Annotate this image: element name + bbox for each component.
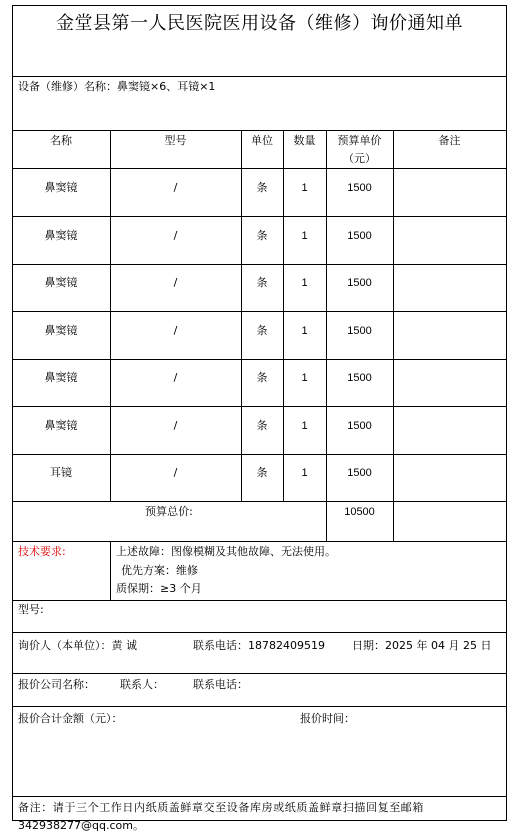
row-model: / bbox=[173, 466, 178, 479]
tech-warranty-line: 质保期：≥3 个月 bbox=[116, 582, 202, 595]
row-name: 鼻窦镜 bbox=[44, 371, 78, 384]
row-price: 1500 bbox=[347, 372, 372, 384]
header-model: 型号 bbox=[164, 134, 187, 147]
row-unit: 条 bbox=[256, 181, 268, 194]
row-model: / bbox=[173, 181, 178, 194]
inquirer-label: 询价人（本单位）：黄 诚 bbox=[18, 639, 137, 652]
inquiry-date: 日期：2025 年 04 月 25 日 bbox=[352, 639, 492, 652]
row-name: 鼻窦镜 bbox=[44, 324, 78, 337]
row-qty: 1 bbox=[301, 467, 308, 479]
row-qty: 1 bbox=[301, 420, 308, 432]
row-qty: 1 bbox=[301, 277, 308, 289]
header-price-line2: （元） bbox=[343, 152, 376, 165]
row-name: 耳镜 bbox=[50, 466, 72, 479]
note-line-1: 备注：请于三个工作日内纸质盖鲜章交至设备库房或纸质盖鲜章扫描回复至邮箱 bbox=[18, 801, 424, 814]
row-qty: 1 bbox=[301, 230, 308, 242]
row-price: 1500 bbox=[347, 420, 372, 432]
quote-company-label: 报价公司名称： bbox=[18, 678, 95, 691]
header-price-line1: 预算单价 bbox=[337, 134, 382, 147]
quote-phone-label: 联系电话： bbox=[193, 678, 248, 691]
row-price: 1500 bbox=[347, 325, 372, 337]
row-unit: 条 bbox=[256, 276, 268, 289]
quote-time-label: 报价时间： bbox=[300, 712, 355, 725]
quote-contact-label: 联系人： bbox=[120, 678, 164, 691]
row-name: 鼻窦镜 bbox=[44, 181, 78, 194]
model-label: 型号: bbox=[18, 603, 44, 616]
tech-fault-line: 上述故障：图像模糊及其他故障、无法使用。 bbox=[116, 545, 336, 558]
device-name-line: 设备（维修）名称：鼻窦镜×6、耳镜×1 bbox=[18, 80, 216, 93]
row-price: 1500 bbox=[347, 467, 372, 479]
row-model: / bbox=[173, 419, 178, 432]
total-value: 10500 bbox=[344, 506, 375, 518]
row-qty: 1 bbox=[301, 325, 308, 337]
row-unit: 条 bbox=[256, 324, 268, 337]
row-model: / bbox=[173, 324, 178, 337]
row-name: 鼻窦镜 bbox=[44, 419, 78, 432]
note-email-line: 342938277@qq.com。 bbox=[18, 819, 144, 832]
row-name: 鼻窦镜 bbox=[44, 276, 78, 289]
header-remark: 备注 bbox=[438, 134, 461, 147]
row-unit: 条 bbox=[256, 466, 268, 479]
row-name: 鼻窦镜 bbox=[44, 229, 78, 242]
header-name: 名称 bbox=[50, 134, 72, 147]
row-unit: 条 bbox=[256, 419, 268, 432]
row-price: 1500 bbox=[347, 182, 372, 194]
row-qty: 1 bbox=[301, 182, 308, 194]
tech-requirements-label: 技术要求: bbox=[18, 545, 66, 558]
row-price: 1500 bbox=[347, 277, 372, 289]
inquirer-phone: 联系电话：18782409519 bbox=[193, 639, 325, 652]
header-unit: 单位 bbox=[251, 134, 273, 147]
quote-amount-label: 报价合计金额（元）： bbox=[18, 712, 123, 725]
row-qty: 1 bbox=[301, 372, 308, 384]
row-model: / bbox=[173, 276, 178, 289]
row-price: 1500 bbox=[347, 230, 372, 242]
row-model: / bbox=[173, 229, 178, 242]
tech-plan-line: 优先方案：维修 bbox=[121, 564, 198, 577]
row-unit: 条 bbox=[256, 229, 268, 242]
page-title: 金堂县第一人民医院医用设备（维修）询价通知单 bbox=[56, 13, 463, 34]
row-unit: 条 bbox=[256, 371, 268, 384]
row-model: / bbox=[173, 371, 178, 384]
total-label: 预算总价: bbox=[145, 505, 193, 518]
header-qty: 数量 bbox=[293, 134, 316, 147]
